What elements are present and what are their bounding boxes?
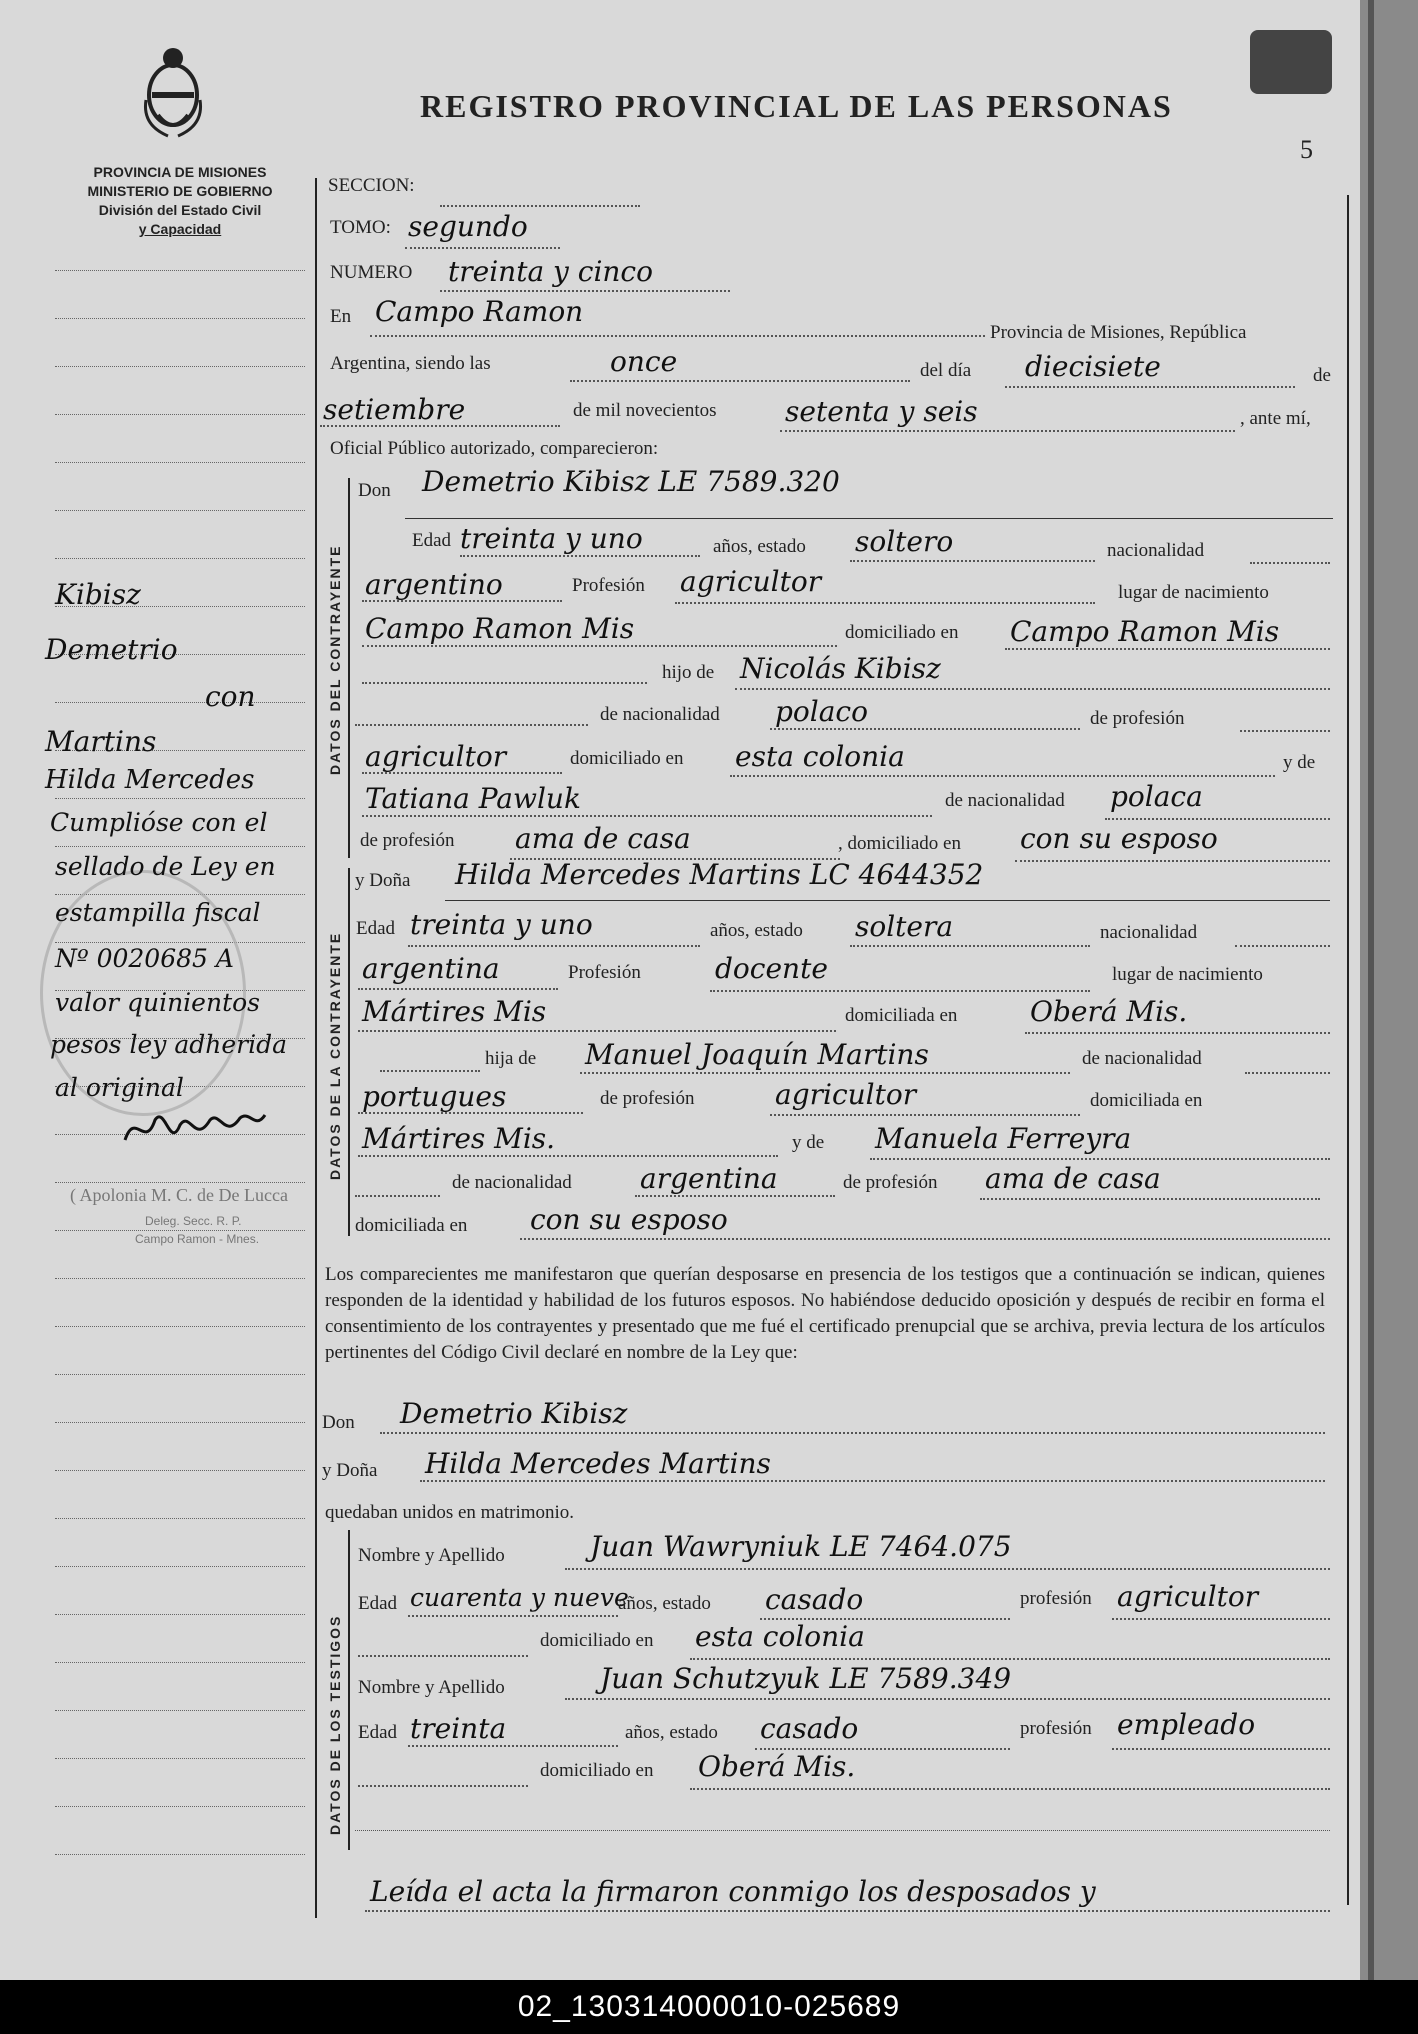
margin-dotted-line (55, 1278, 305, 1279)
margin-dotted-line (55, 1518, 305, 1519)
label-edad-t2: Edad (358, 1722, 398, 1743)
hw-t1-estado: casado (765, 1583, 864, 1616)
margin-dotted-line (55, 1854, 305, 1855)
margin-dotted-line (55, 558, 305, 559)
left-rule (315, 178, 317, 1918)
label-profesion: Profesión (572, 575, 645, 596)
hw-padre1: Nicolás Kibisz (740, 652, 941, 685)
margin-note-1: Kibisz (55, 578, 141, 611)
label-de: de (1313, 365, 1331, 386)
margin-note-11: pesos ley adherida (50, 1030, 287, 1059)
numero-line (440, 290, 730, 292)
hw-padre2-dom: Mártires Mis. (362, 1122, 556, 1155)
hw-madre1-nac: polaca (1110, 780, 1203, 813)
label-numero: NUMERO (330, 262, 413, 283)
padre2-prof-line (770, 1114, 1080, 1116)
estado2-line (850, 945, 1090, 947)
label-edad-t1: Edad (358, 1593, 398, 1614)
madre2-dom-line (520, 1238, 1330, 1240)
margin-dotted-line (55, 1662, 305, 1663)
hw-madre2-prof: ama de casa (985, 1162, 1161, 1195)
t1-edad-line (408, 1615, 618, 1617)
margin-dotted-line (55, 510, 305, 511)
padre1-line (735, 688, 1330, 690)
don-final-line (380, 1432, 1325, 1434)
ministry-line-4: y Capacidad (138, 221, 222, 237)
label-hijo-de: hijo de (662, 662, 715, 683)
testigo2-line (565, 1698, 1330, 1700)
hw-edad1: treinta y uno (460, 522, 643, 555)
hw-padre2: Manuel Joaquín Martins (585, 1038, 929, 1071)
label-oficial: Oficial Público autorizado, comparecieron: (330, 438, 659, 459)
hw-t1-edad: cuarenta y nueve (410, 1583, 629, 1612)
margin-dotted-line (55, 414, 305, 415)
hw-padre2-prof: agricultor (775, 1078, 917, 1111)
hw-prof2: docente (715, 952, 828, 985)
label-anos-estado-2: años, estado (710, 920, 803, 941)
padre1-nac-line (770, 728, 1080, 730)
padre2-dom-line (358, 1155, 778, 1157)
testigos-box (348, 1530, 350, 1850)
label-domiciliado: domiciliado en (845, 622, 959, 643)
padre1-prof-tail (1240, 730, 1330, 732)
hw-don-nombre: Demetrio Kibisz LE 7589.320 (422, 465, 840, 498)
label-de-profesion: de profesión (1090, 708, 1185, 729)
margin-note-3: con (205, 680, 256, 713)
label-de-nacionalidad-3: de nacionalidad (1082, 1048, 1202, 1069)
label-de-profesion-4: de profesión (843, 1172, 938, 1193)
label-edad: Edad (412, 530, 452, 551)
label-y-dona: y Doña (355, 870, 411, 891)
label-de-nacionalidad: de nacionalidad (600, 704, 720, 725)
label-de-nacionalidad-4: de nacionalidad (452, 1172, 572, 1193)
label-tomo: TOMO: (330, 217, 391, 238)
margin-dotted-line (55, 1470, 305, 1471)
edad2-line (408, 945, 700, 947)
margin-note-9: Nº 0020685 A (55, 944, 234, 973)
label-en: En (330, 306, 352, 327)
madre2-line (870, 1158, 1330, 1160)
hw-t2-dom: Oberá Mis. (698, 1750, 856, 1783)
margin-dotted-line (55, 702, 305, 703)
ministry-line-1: PROVINCIA DE MISIONES (93, 164, 267, 180)
margin-note-2: Demetrio (45, 633, 178, 666)
t1-dom-lead (358, 1655, 528, 1657)
lugar2-line (358, 1030, 836, 1032)
label-domiciliada-2: domiciliada en (1090, 1090, 1203, 1111)
dona-final-line (420, 1480, 1325, 1482)
hw-lugar2: Mártires Mis (362, 995, 547, 1028)
hw-testigo1: Juan Wawryniuk LE 7464.075 (590, 1530, 1012, 1563)
margin-dotted-line (55, 1566, 305, 1567)
madre2-prof-line (980, 1198, 1320, 1200)
label-domiciliado-3: , domiciliado en (838, 833, 961, 854)
label-seccion: SECCION: (328, 175, 415, 196)
contrayente-f-box (348, 868, 350, 1236)
seal-name: ( Apolonia M. C. de De Lucca (70, 1185, 288, 1205)
ministry-line-3: División del Estado Civil (98, 202, 262, 218)
hw-estado1: soltero (855, 525, 954, 558)
label-ante-mi: , ante mí, (1240, 408, 1311, 429)
hw-testigo2: Juan Schutzyuk LE 7589.349 (600, 1662, 1012, 1695)
label-nacionalidad-2: nacionalidad (1100, 922, 1198, 943)
dona-line (445, 900, 1330, 901)
edad1-line (460, 555, 700, 557)
footer-id: 02_130314000010-025689 (0, 1980, 1418, 2034)
label-lugar-nac-2: lugar de nacimiento (1112, 964, 1263, 985)
ministry-heading (55, 163, 305, 239)
contrayente-box (348, 478, 350, 858)
hw-t1-prof: agricultor (1117, 1580, 1259, 1613)
margin-note-4: Martins (45, 725, 157, 758)
label-de-nacionalidad-2: de nacionalidad (945, 790, 1065, 811)
label-nacionalidad: nacionalidad (1107, 540, 1205, 561)
label-anos-estado-t1: años, estado (618, 1593, 711, 1614)
hw-estado2: soltera (855, 910, 954, 943)
label-profesion-t1: profesión (1020, 1588, 1092, 1609)
hw-numero: treinta y cinco (448, 255, 653, 288)
ano-line (780, 430, 1235, 432)
hw-t2-edad: treinta (410, 1712, 507, 1745)
testigo1-line (565, 1568, 1330, 1570)
label-don-final: Don (322, 1412, 355, 1433)
t2-end-line (355, 1830, 1330, 1831)
margin-signature-icon (115, 1100, 275, 1160)
label-domiciliado-t2: domiciliado en (540, 1760, 654, 1781)
label-nombre-1: Nombre y Apellido (358, 1545, 505, 1566)
padre2-nac-tail (1245, 1072, 1330, 1074)
dom1-line (1005, 648, 1330, 650)
label-y-de: y de (1283, 752, 1316, 773)
margin-dotted-line (55, 1422, 305, 1423)
coat-of-arms-icon (138, 40, 208, 140)
label-nombre-2: Nombre y Apellido (358, 1677, 505, 1698)
right-rule (1347, 195, 1349, 1905)
hw-nac2: argentina (362, 952, 500, 985)
margin-dotted-line (55, 1710, 305, 1711)
en-line (370, 335, 985, 337)
don-line (405, 518, 1333, 519)
legal-paragraph: Los comparecientes me manifestaron que querían desposarse en presencia de los testigos que a continuación se indican, quienes responden de la identidad y habilidad de los futuros esposos. No habiéndose deducido oposición y después de recibir en forma el consentimiento de los contrayentes y presentado que me fué el certificado prenupcial que se archiva, previa lectura de los artículos pertinentes del Código Civil declaré en nombre de la Ley que: (325, 1264, 1325, 1363)
hw-t2-estado: casado (760, 1712, 859, 1745)
dom2-cont-line (380, 1070, 480, 1072)
label-y-de-2: y de (792, 1132, 825, 1153)
seccion-line (440, 205, 640, 207)
hw-hora: once (610, 345, 678, 378)
nac2-tail (1235, 945, 1330, 947)
hw-ano: setenta y seis (785, 395, 978, 428)
hw-don-final: Demetrio Kibisz (400, 1397, 628, 1430)
margin-dotted-line (55, 1230, 305, 1231)
margin-dotted-line (55, 846, 305, 847)
hw-padre2-nac: portugues (362, 1080, 507, 1113)
label-lugar-nac: lugar de nacimiento (1118, 582, 1269, 603)
padre2-line (580, 1072, 1070, 1074)
hw-t1-dom: esta colonia (695, 1620, 865, 1653)
page-binding (1360, 0, 1418, 1980)
hw-madre1-prof: ama de casa (515, 822, 691, 855)
nac2-line (358, 988, 558, 990)
nac1-line (362, 600, 562, 602)
label-del-dia: del día (920, 360, 972, 381)
margin-dotted-line (55, 798, 305, 799)
hw-tomo: segundo (408, 210, 528, 243)
side-label-testigos: DATOS DE LOS TESTIGOS (327, 1614, 343, 1835)
hw-nac1: argentino (365, 568, 503, 601)
hw-dom2: Oberá Mis. (1030, 995, 1188, 1028)
margin-note-6: Cumplióse con el (50, 808, 268, 837)
margin-dotted-line (55, 1374, 305, 1375)
t2-prof-line (1112, 1748, 1330, 1750)
t1-prof-line (1112, 1618, 1330, 1620)
madre1-line (362, 815, 932, 817)
hw-padre1-prof: agricultor (365, 740, 507, 773)
page-number: 5 (1300, 135, 1313, 164)
label-don: Don (358, 480, 391, 501)
t2-dom-lead (358, 1785, 528, 1787)
prof1-line (675, 602, 1095, 604)
nac1-tail (1250, 562, 1330, 564)
t1-dom-line (690, 1658, 1330, 1660)
hw-dia: diecisiete (1025, 350, 1161, 383)
hw-prof1: agricultor (680, 565, 822, 598)
dom2-line (1025, 1032, 1330, 1034)
madre1-nac-line (1105, 818, 1330, 820)
margin-dotted-line (55, 270, 305, 271)
margin-dotted-line (55, 1758, 305, 1759)
padre2-nac-line (358, 1112, 583, 1114)
lugar1-line (362, 645, 837, 647)
ministry-line-2: MINISTERIO DE GOBIERNO (87, 183, 273, 199)
hw-closing: Leída el acta la firmaron conmigo los desposados y (370, 1875, 1096, 1908)
hw-madre2: Manuela Ferreyra (875, 1122, 1132, 1155)
t2-edad-line (408, 1745, 618, 1747)
margin-dotted-line (55, 462, 305, 463)
label-domiciliado-t1: domiciliado en (540, 1630, 654, 1651)
label-argentina: Argentina, siendo las (330, 353, 491, 374)
label-provincia: Provincia de Misiones, República (990, 322, 1247, 343)
hw-madre2-nac: argentina (640, 1162, 778, 1195)
hw-madre1-dom: con su esposo (1020, 822, 1218, 855)
madre2-nac-line (635, 1195, 835, 1197)
label-domiciliada-3: domiciliada en (355, 1215, 468, 1236)
hw-mes: setiembre (323, 393, 466, 426)
margin-dotted-line (55, 318, 305, 319)
seal-line-3: Campo Ramon - Mnes. (135, 1232, 260, 1246)
dia-line (1005, 386, 1295, 388)
margin-note-5: Hilda Mercedes (45, 765, 255, 795)
margin-note-8: estampilla fiscal (55, 898, 261, 927)
hw-en: Campo Ramon (375, 295, 584, 328)
hw-t2-prof: empleado (1117, 1708, 1256, 1741)
side-label-contrayente-f: DATOS DE LA CONTRAYENTE (327, 931, 343, 1180)
hw-lugar1: Campo Ramon Mis (365, 612, 635, 645)
madre2-cont-line (355, 1195, 440, 1197)
margin-note-10: valor quinientos (55, 988, 260, 1017)
margin-note-7: sellado de Ley en (55, 852, 276, 881)
label-anos-estado-t2: años, estado (625, 1722, 718, 1743)
label-edad-2: Edad (356, 918, 396, 939)
margin-dotted-line (55, 1614, 305, 1615)
tomo-line (405, 247, 560, 249)
hora-line (570, 380, 910, 382)
corner-stamp (1250, 30, 1332, 94)
label-domiciliado-2: domiciliado en (570, 748, 684, 769)
page-title: REGISTRO PROVINCIAL DE LAS PERSONAS (420, 88, 1173, 124)
estado1-line (850, 560, 1095, 562)
margin-dotted-line (55, 1806, 305, 1807)
label-de-profesion-3: de profesión (600, 1088, 695, 1109)
label-domiciliada: domiciliada en (845, 1005, 958, 1026)
prof2-line (710, 990, 1090, 992)
mes-line (320, 425, 560, 427)
margin-dotted-line (55, 366, 305, 367)
label-profesion-t2: profesión (1020, 1718, 1092, 1739)
closing-line (365, 1910, 1330, 1912)
side-label-contrayente: DATOS DEL CONTRAYENTE (327, 544, 343, 775)
dom1-cont-line (362, 682, 647, 684)
hw-dom1: Campo Ramon Mis (1010, 615, 1280, 648)
padre1-prof-line (362, 772, 562, 774)
t2-dom-line (690, 1788, 1330, 1790)
margin-dotted-line (55, 1182, 305, 1183)
label-quedaban: quedaban unidos en matrimonio. (325, 1502, 575, 1523)
seal-line-2: Deleg. Secc. R. P. (145, 1214, 242, 1228)
label-profesion-2: Profesión (568, 962, 641, 983)
padre1-cont-line (355, 724, 588, 726)
label-hija-de: hija de (485, 1048, 537, 1069)
padre1-dom-line (730, 775, 1275, 777)
hw-edad2: treinta y uno (410, 908, 593, 941)
hw-madre1: Tatiana Pawluk (365, 782, 581, 815)
hw-dona-final: Hilda Mercedes Martins (425, 1447, 771, 1480)
madre1-dom-line (1015, 860, 1330, 862)
label-anos-estado: años, estado (713, 536, 806, 557)
margin-dotted-line (55, 1326, 305, 1327)
label-de-profesion-2: de profesión (360, 830, 455, 851)
margin-note-12: al original (55, 1073, 184, 1102)
label-de-mil: de mil novecientos (573, 400, 717, 421)
label-y-dona-final: y Doña (322, 1460, 378, 1481)
hw-padre1-dom: esta colonia (735, 740, 905, 773)
hw-dona-nombre: Hilda Mercedes Martins LC 4644352 (455, 858, 984, 891)
hw-madre2-dom: con su esposo (530, 1203, 728, 1236)
hw-padre1-nac: polaco (775, 695, 868, 728)
